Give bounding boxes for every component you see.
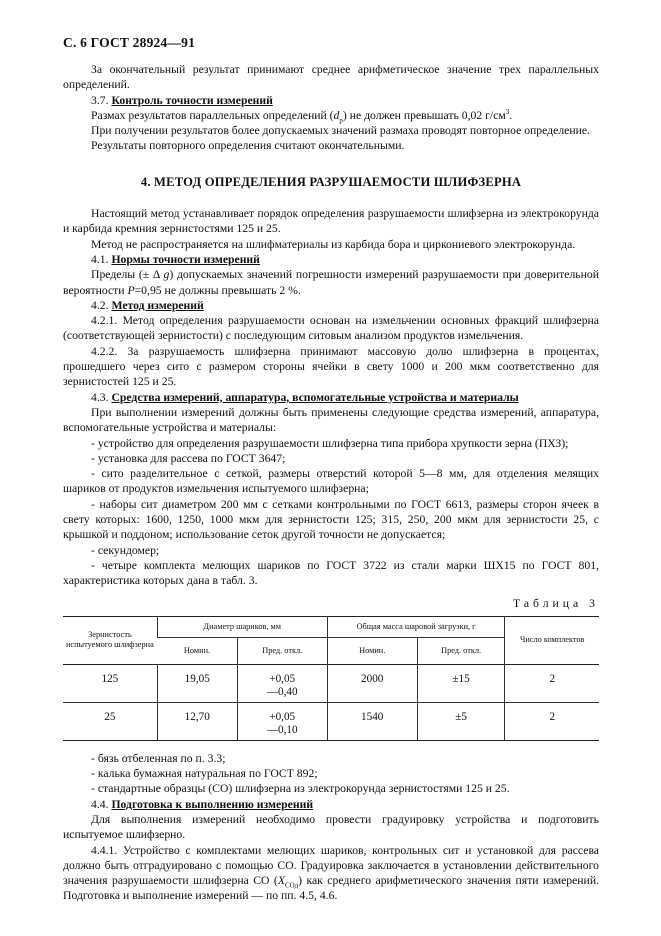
paragraph: За окончательный результат принимают среднее арифметическое значение трех параллельных определений. <box>63 63 599 92</box>
subsection-heading: 4.1. Нормы точности измерений <box>91 252 260 266</box>
list-item: - секундомер; <box>91 543 160 557</box>
cell-deviation: +0,05 —0,10 <box>237 702 327 740</box>
cell-diameter: 19,05 <box>157 664 237 702</box>
data-table <box>63 616 599 741</box>
table-caption: Таблица 3 <box>513 596 599 610</box>
cell-grain: 25 <box>63 702 157 740</box>
paragraph: При выполнении измерений должны быть применены следующие средства измерений, аппаратура, вспомогательные устройства и материалы: <box>63 405 599 435</box>
paragraph: Пределы (± Δ g) допускаемых значений погрешности измерений разрушаемости при доверительной вероятности P=0,95 не должны превышать 2 %. <box>63 268 599 297</box>
subheader-nominal-mass: Номин. <box>327 637 417 664</box>
paragraph: Настоящий метод устанавливает порядок определения разрушаемости шлифзерна из электрокорунда и карбида кремния зернистостями 125 и 25. <box>63 207 599 236</box>
cell-mass: 2000 <box>327 664 417 702</box>
col-header-diameter: Диаметр шариков, мм <box>157 616 327 637</box>
list-item: - установка для рассева по ГОСТ 3647; <box>91 451 286 465</box>
subsection-heading: 4.3. Средства измерений, аппаратура, вспомогательные устройства и материалы <box>91 390 519 404</box>
subheader-nominal: Номин. <box>183 645 211 655</box>
paragraph: Для выполнения измерений необходимо провести градуировку устройства и подготовить испытуемое шлифзерно. <box>63 812 599 842</box>
list-item: - наборы сит диаметром 200 мм с сетками контрольными по ГОСТ 6613, размеры сторон ячеек в свету которых: 1600, 1250, 1000 мкм для зернистости 125; 315, 250, 200 мкм для зернистости 25, с крышкой и поддоном; использование сеток другой точности не допускается; <box>63 497 599 542</box>
cell-deviation: +0,05 —0,40 <box>237 664 327 702</box>
paragraph: Метод не распространяется на шлифматериалы из карбида бора и циркониевого электрокорунда. <box>91 237 576 251</box>
list-item: - калька бумажная натуральная по ГОСТ 892; <box>91 767 318 781</box>
document-body <box>63 62 599 904</box>
table-row <box>63 702 599 740</box>
page-header: С. 6 ГОСТ 28924—91 <box>63 35 196 50</box>
list-item: - сито разделительное с сеткой, размеры отверстий которой 5—8 мм, для отделения мелящих шариков от продуктов измельчения испытуемого шлифзерна; <box>63 467 599 496</box>
cell-diameter: 12,70 <box>157 702 237 740</box>
section-title: 4. МЕТОД ОПРЕДЕЛЕНИЯ РАЗРУШАЕМОСТИ ШЛИФЗЕРНА <box>140 174 522 189</box>
subsection-heading: 3.7. Контроль точности измерений <box>91 93 273 107</box>
subsection-heading: 4.2. Метод измерений <box>91 298 204 312</box>
paragraph: 4.4.1. Устройство с комплектами мелющих шариков, контрольных сит и установкой для рассева должно быть отградуировано с помощью СО. Градуировка заключается в установлении действительного значения разрушаемости шлифзерна СО $(X_{СОд})$ как среднего арифметического значения пяти измерений. Подготовка и выполнение измерений — по пп. 4.5, 4.6. <box>63 843 599 903</box>
col-header-sets: Число комплектов <box>505 616 599 664</box>
cell-grain: 125 <box>101 672 119 685</box>
col-header-mass: Общая масса шаровой загрузки, г <box>327 616 505 637</box>
cell-sets: 2 <box>505 702 599 740</box>
paragraph: Результаты повторного определения считают окончательными. <box>91 139 405 153</box>
paragraph: 4.2.1. Метод определения разрушаемости основан на измельчении основных фракций шлифзерна (соответствующей зернистости) с последующим ситовым анализом продуктов измельчения. <box>63 314 599 343</box>
list-item: - бязь отбеленная по п. 3.3; <box>91 751 226 765</box>
list-item: - четыре комплекта мелющих шариков по ГОСТ 3722 из стали марки ШХ15 по ГОСТ 801, характеристика которых дана в табл. 3. <box>63 558 599 588</box>
list-item: - устройство для определения разрушаемости шлифзерна типа прибора хрупкости зерна (ПХЗ); <box>91 436 569 450</box>
subsection-heading: 4.4. Подготовка к выполнению измерений <box>91 797 314 811</box>
subheader-deviation: Пред. откл. <box>237 637 327 664</box>
table-row <box>63 664 599 702</box>
subheader-deviation-mass: Пред. откл. <box>417 637 505 664</box>
paragraph: Размах результатов параллельных определений $(d_p)$ не должен превышать 0,02 $г/см^3$. <box>91 108 513 125</box>
cell-mass: 1540 <box>327 702 417 740</box>
list-item: - стандартные образцы (СО) шлифзерна из электрокорунда зернистостями 125 и 25. <box>91 782 510 796</box>
paragraph: 4.2.2. За разрушаемость шлифзерна принимают массовую долю шлифзерна в процентах, прошедшего через сито с размером стороны ячейки в свету 1000 и 200 мкм соответственно для зернистостей 125 и 25. <box>63 344 599 389</box>
col-header-grain: Зернистость испытуемого шлифзерна <box>65 630 154 650</box>
paragraph: При получении результатов более допускаемых значений размаха проводят повторное определение. <box>91 124 590 138</box>
cell-mass-deviation: ±5 <box>417 702 505 740</box>
cell-sets: 2 <box>505 664 599 702</box>
cell-mass-deviation: ±15 <box>417 664 505 702</box>
